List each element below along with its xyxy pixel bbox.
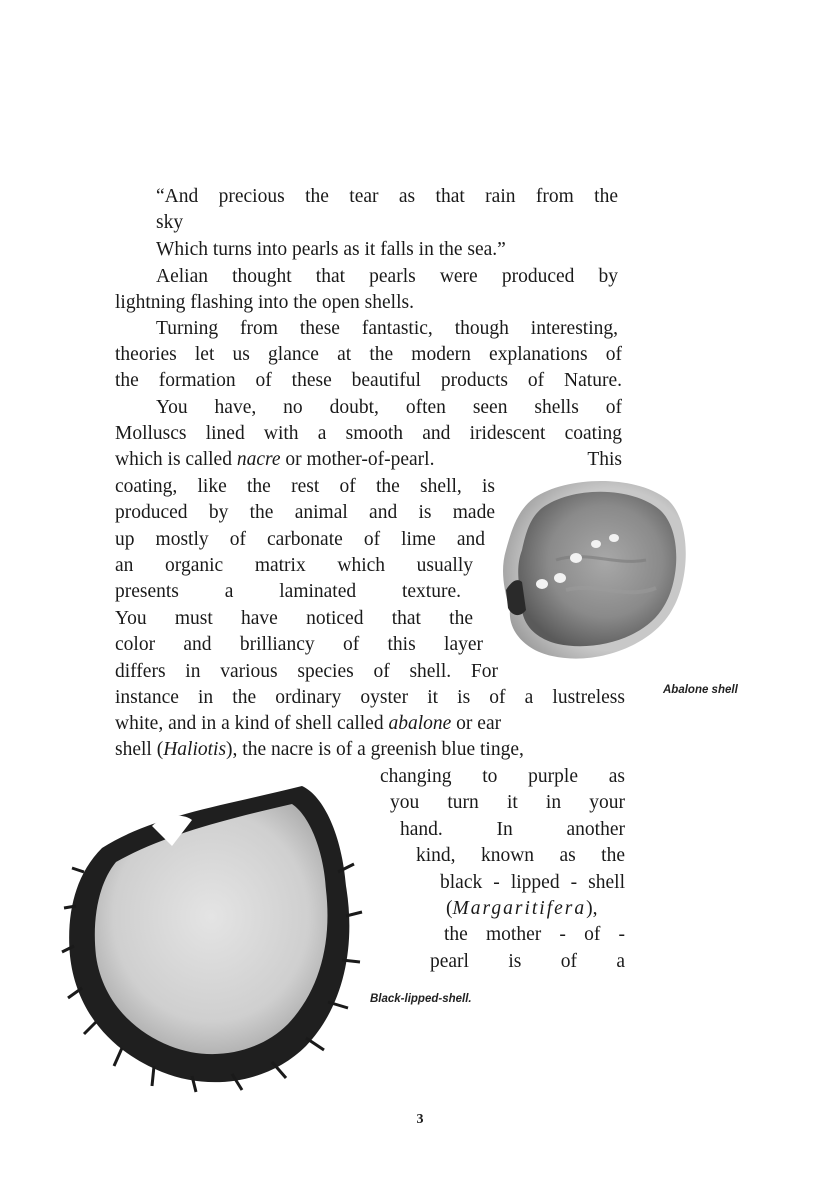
text-line-17: You must have noticed that the	[115, 608, 473, 629]
text-segment: This	[587, 449, 622, 470]
text-line-28	[446, 896, 598, 922]
text-segment: ),	[586, 898, 598, 919]
text-line-24: you turn it in your	[390, 792, 625, 813]
term-nacre: nacre	[236, 449, 281, 470]
text-line-15: an organic matrix which usually	[115, 555, 473, 576]
text-line-4: Aelian thought that pearls were produced by	[156, 266, 618, 287]
text-line-7: theories let us glance at the modern explanations of	[115, 344, 622, 365]
page-number: 3	[416, 1112, 424, 1127]
term-margaritifera: Margaritifera	[452, 898, 587, 919]
text-line-27: black - lipped - shell	[440, 872, 625, 893]
abalone-shell-image	[496, 470, 691, 670]
text-segment: which is called	[115, 449, 232, 470]
text-line-5: lightning flashing into the open shells.	[115, 292, 414, 313]
text-line-21	[115, 711, 501, 737]
text-line-10: Molluscs lined with a smooth and iridescent coating	[115, 423, 622, 444]
text-line-25: hand. In another	[400, 819, 625, 840]
text-line-18: color and brilliancy of this layer	[115, 634, 483, 655]
text-line-8: the formation of these beautiful products of Nature.	[115, 370, 622, 391]
text-segment: or ear	[456, 713, 502, 734]
text-segment: shell (	[115, 739, 164, 760]
abalone-caption: Abalone shell	[663, 684, 738, 696]
text-segment: or mother-of-pearl.	[285, 449, 435, 470]
text-line-14: up mostly of carbonate of lime and	[115, 529, 485, 550]
text-line-6: Turning from these fantastic, though interesting,	[156, 318, 618, 339]
text-line-9: You have, no doubt, often seen shells of	[156, 397, 622, 418]
text-line-29: the mother - of -	[444, 924, 625, 945]
term-abalone: abalone	[388, 713, 452, 734]
text-line-20: instance in the ordinary oyster it is of a lustreless	[115, 687, 625, 708]
text-segment: ), the nacre is of a greenish blue tinge,	[226, 739, 524, 760]
text-line-19: differs in various species of shell. For	[115, 661, 498, 682]
text-segment: white, and in a kind of shell called	[115, 713, 384, 734]
black-lipped-shell-image	[62, 776, 362, 1092]
text-line-22	[115, 737, 524, 763]
text-line-23: changing to purple as	[380, 766, 625, 787]
text-line-11	[115, 447, 622, 473]
black-lipped-caption: Black-lipped-shell.	[370, 993, 472, 1005]
text-line-2: sky	[156, 212, 184, 233]
text-line-12: coating, like the rest of the shell, is	[115, 476, 495, 497]
text-line-13: produced by the animal and is made	[115, 502, 495, 523]
text-line-1: “And precious the tear as that rain from the	[156, 186, 618, 207]
text-line-16: presents a laminated texture.	[115, 581, 461, 602]
text-segment: (	[446, 898, 453, 919]
term-haliotis: Haliotis	[163, 739, 227, 760]
text-line-26: kind, known as the	[416, 845, 625, 866]
text-line-3: Which turns into pearls as it falls in the sea.”	[156, 239, 506, 260]
text-line-30: pearl is of a	[430, 951, 625, 972]
